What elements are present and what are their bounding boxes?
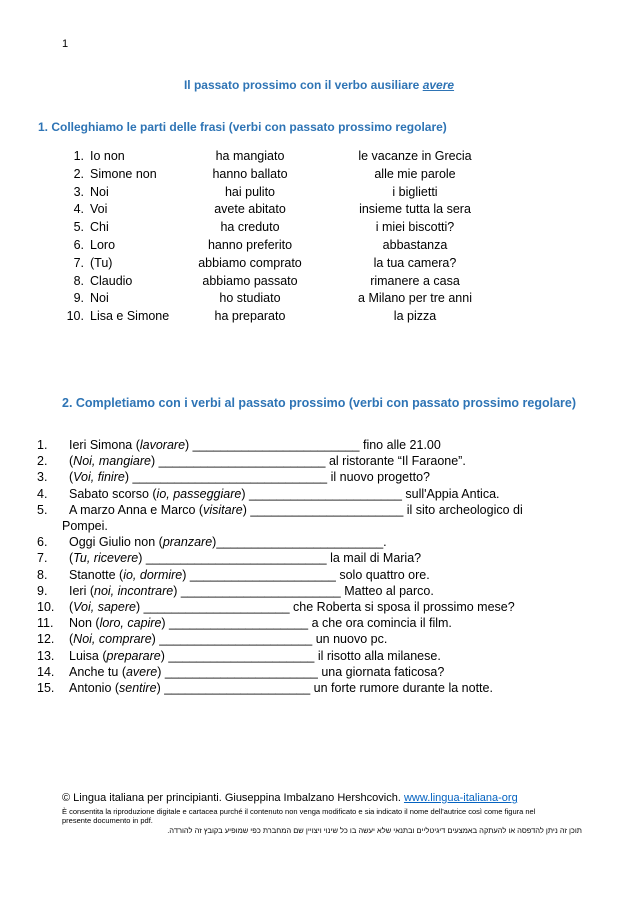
row-number: 10. (66, 309, 84, 324)
website-link[interactable]: www.lingua-italiana-org (403, 792, 518, 804)
verb-hint: Noi, mangiare (73, 454, 151, 469)
row-ending: i biglietti (392, 184, 438, 199)
exercise-sentence (69, 681, 493, 695)
row-ending: rimanere a casa (370, 273, 460, 288)
verb-hint: lavorare (139, 438, 186, 452)
row-subject: Simone non (90, 166, 157, 181)
exercise-number: 7. (37, 551, 48, 566)
sentence-blank: ) _______________________ Matteo al parco. (173, 583, 434, 598)
exercise-sentence (69, 487, 500, 501)
copyright-text: © Lingua italiana per principianti. Giuseppina Imbalzano Hershcovich. (62, 792, 404, 804)
exercise-number: 6. (37, 535, 48, 550)
row-subject: Io non (90, 149, 125, 163)
exercise-sentence (69, 503, 523, 517)
verb-hint: Voi, finire (73, 470, 125, 485)
verb-hint: Voi, sapere (73, 600, 136, 614)
row-verb: avete abitato (214, 202, 286, 217)
sentence-start: ( (69, 454, 74, 469)
sentence-start: ( (69, 551, 74, 566)
sentence-start: ( (69, 600, 74, 614)
title-emphasis: avere (422, 78, 455, 92)
section1-heading: 1. Colleghiamo le parti delle frasi (verbi con passato prossimo regolare) (38, 120, 447, 134)
sentence-blank: ) ________________________ al ristorante “Il Faraone”. (151, 454, 466, 469)
exercise-sentence (69, 584, 434, 598)
row-number: 7. (73, 255, 84, 270)
row-ending: a Milano per tre anni (358, 291, 472, 306)
verb-hint: io, dormire (123, 567, 183, 582)
row-number: 6. (73, 238, 84, 252)
row-number: 5. (73, 220, 84, 235)
footer-hebrew-notice: תוכן זה ניתן להדפסה או להעתקה באמצעים דיגיטליים ובתנאי שלא יעשה בו כל שינוי ויצויין שם המחברת כפי שמופיע בקובץ זה להורדה. (167, 826, 582, 835)
sentence-blank: ) ______________________ una giornata faticosa? (157, 664, 445, 679)
exercise-sentence (69, 649, 441, 663)
row-number: 3. (73, 184, 84, 199)
row-ending: insieme tutta la sera (359, 202, 471, 217)
row-verb: hai pulito (224, 184, 276, 199)
row-number: 2. (73, 166, 84, 181)
sentence-blank: ) _____________________ un forte rumore durante la notte. (156, 681, 493, 695)
sentence-blank: ) _____________________ solo quattro ore. (182, 567, 430, 582)
sentence-blank: ) _____________________ il risotto alla milanese. (160, 648, 441, 663)
sentence-start: Oggi Giulio non ( (69, 535, 163, 550)
sentence-start: Ieri ( (69, 583, 94, 598)
sentence-blank: ) ________________________ fino alle 21.00 (185, 438, 441, 452)
exercise-sentence (69, 535, 387, 549)
page-number: 1 (62, 38, 69, 50)
verb-hint: visitare (203, 502, 243, 517)
row-verb: hanno ballato (212, 166, 288, 181)
exercise-sentence (69, 470, 430, 484)
sentence-start: ( (69, 470, 74, 485)
sentence-start: Pompei. (62, 519, 108, 533)
row-ending: la tua camera? (373, 255, 457, 270)
exercise-number: 3. (37, 470, 48, 485)
exercise-sentence (69, 438, 441, 452)
sentence-blank: ) ____________________ a che ora comincia il film. (161, 616, 452, 631)
exercise-sentence (69, 632, 387, 646)
row-subject: (Tu) (90, 255, 113, 270)
exercise-number: 14. (37, 664, 55, 679)
section2-heading: 2. Completiamo con i verbi al passato prossimo (verbi con passato prossimo regolare) (62, 396, 577, 410)
exercise-sentence (62, 519, 108, 533)
footer-notice-line1: È consentita la riproduzione digitale e cartacea purché il contenuto non venga modificato e sia indicato il nome dell'autrice così come figura nel (62, 807, 536, 816)
exercise-number: 1. (37, 438, 48, 452)
sentence-blank: ) ______________________ sull'Appia Antica. (241, 486, 500, 501)
exercise-sentence (69, 600, 515, 614)
exercise-sentence (69, 665, 444, 679)
exercise-sentence (69, 616, 452, 630)
sentence-start: Ieri Simona ( (69, 438, 140, 452)
verb-hint: preparare (106, 648, 161, 663)
row-verb: abbiamo comprato (198, 255, 302, 270)
sentence-blank: ) _____________________ che Roberta si sposa il prossimo mese? (135, 600, 515, 614)
row-subject: Claudio (90, 273, 133, 288)
row-subject: Voi (90, 202, 108, 217)
row-ending: alle mie parole (374, 166, 456, 181)
verb-hint: avere (125, 664, 158, 679)
sentence-start: Stanotte ( (69, 567, 124, 582)
sentence-start: Anche tu ( (69, 664, 126, 679)
verb-hint: Noi, comprare (73, 632, 152, 647)
row-subject: Loro (90, 238, 116, 252)
row-subject: Noi (90, 291, 109, 306)
verb-hint: io, passeggiare (156, 486, 242, 501)
row-ending: abbastanza (382, 238, 448, 252)
row-subject: Lisa e Simone (90, 309, 170, 324)
row-number: 9. (73, 291, 84, 306)
footer-notice-line2: presente documento in pdf. (62, 816, 153, 825)
sentence-blank: ) __________________________ la mail di Maria? (138, 551, 422, 566)
row-ending: le vacanze in Grecia (358, 149, 472, 163)
exercise-sentence (69, 551, 421, 565)
verb-hint: sentire (119, 681, 157, 695)
sentence-start: ( (69, 632, 74, 647)
sentence-start: Luisa ( (69, 648, 107, 663)
exercise-number: 12. (37, 632, 55, 647)
row-verb: ho studiato (219, 291, 281, 306)
exercise-number: 2. (37, 454, 48, 469)
footer-copyright (62, 792, 518, 804)
sentence-blank: ) ______________________ un nuovo pc. (151, 632, 388, 647)
sentence-start: A marzo Anna e Marco ( (69, 502, 204, 517)
row-subject: Noi (90, 184, 109, 199)
sentence-start: Non ( (69, 616, 100, 631)
row-subject: Chi (90, 220, 109, 235)
exercise-number: 13. (37, 648, 55, 663)
exercise-number: 9. (37, 583, 48, 598)
exercise-number: 10. (37, 600, 55, 614)
row-ending: la pizza (393, 309, 437, 324)
exercise-number: 5. (37, 502, 48, 517)
exercise-number: 11. (37, 616, 54, 631)
verb-hint: loro, capire (99, 616, 162, 631)
sentence-start: Antonio ( (69, 681, 120, 695)
sentence-blank: ) ____________________________ il nuovo progetto? (124, 470, 430, 485)
row-number: 8. (73, 273, 84, 288)
row-verb: hanno preferito (207, 238, 293, 252)
title-prefix: Il passato prossimo con il verbo ausiliare (183, 78, 423, 92)
sentence-start: Sabato scorso ( (69, 486, 157, 501)
row-ending: i miei biscotti? (375, 220, 455, 235)
row-verb: ha preparato (214, 309, 286, 324)
exercise-number: 15. (37, 681, 55, 695)
verb-hint: noi, incontrare (94, 583, 174, 598)
row-verb: ha creduto (220, 220, 280, 235)
row-number: 1. (73, 149, 84, 163)
exercise-sentence (69, 454, 466, 468)
exercise-number: 8. (37, 567, 48, 582)
sentence-blank: )________________________. (212, 535, 387, 550)
verb-hint: pranzare (162, 535, 213, 550)
sentence-blank: ) ______________________ il sito archeologico di (242, 502, 523, 517)
row-number: 4. (73, 202, 84, 217)
row-verb: ha mangiato (215, 149, 285, 163)
exercise-number: 4. (37, 486, 48, 501)
exercise-sentence (69, 568, 430, 582)
page-title (0, 78, 638, 92)
verb-hint: Tu, ricevere (73, 551, 139, 566)
row-verb: abbiamo passato (202, 273, 298, 288)
